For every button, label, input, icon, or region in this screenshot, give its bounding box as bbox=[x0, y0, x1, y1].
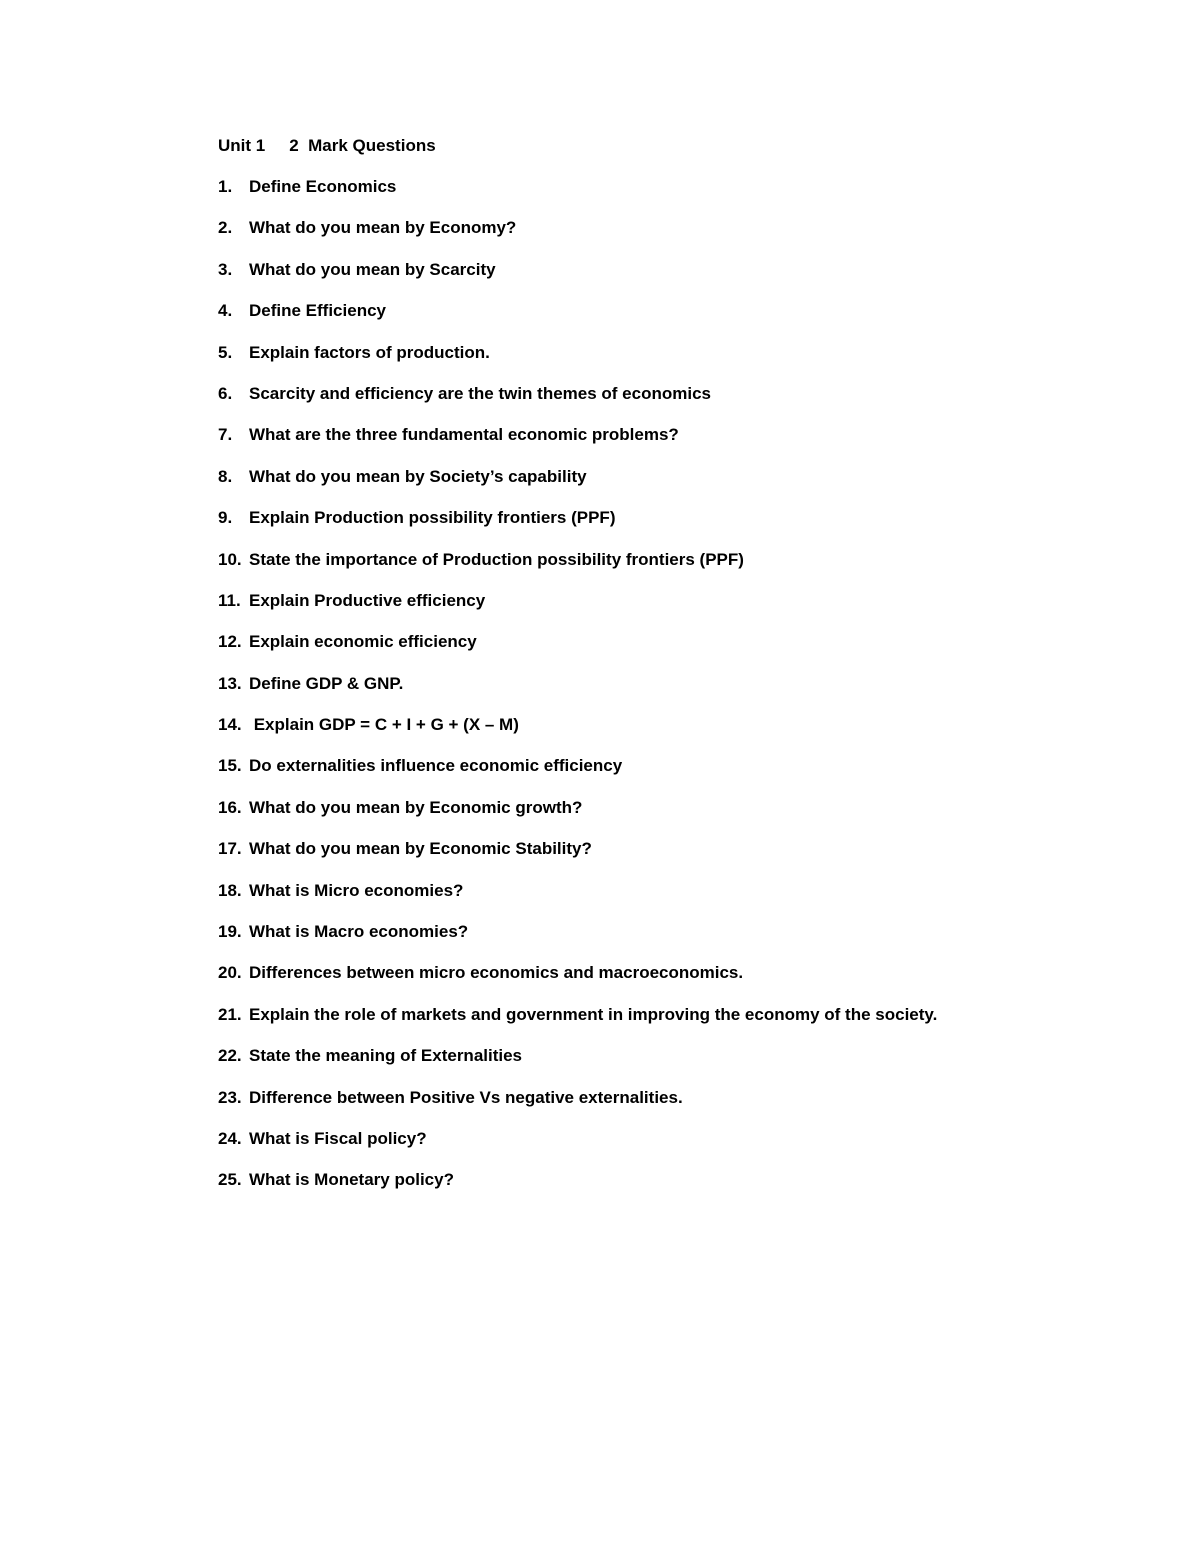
question-number: 17. bbox=[218, 839, 242, 859]
question-text: Define GDP & GNP. bbox=[249, 673, 404, 693]
question-item bbox=[218, 1127, 1118, 1168]
question-number: 2. bbox=[218, 218, 233, 238]
question-text: What do you mean by Economic growth? bbox=[249, 797, 583, 817]
question-text: Define Economics bbox=[249, 177, 397, 196]
question-text: What is Fiscal policy? bbox=[249, 1128, 427, 1148]
question-text: Scarcity and efficiency are the twin themes of economics bbox=[249, 383, 711, 403]
question-item bbox=[218, 837, 1118, 878]
question-number: 23. bbox=[218, 1087, 242, 1107]
question-item bbox=[218, 713, 1118, 754]
question-item bbox=[218, 341, 1118, 382]
question-item bbox=[218, 1044, 1118, 1085]
question-item bbox=[218, 961, 1118, 1002]
question-number: 7. bbox=[218, 425, 233, 445]
question-item bbox=[218, 382, 1118, 423]
question-number: 21. bbox=[218, 1004, 242, 1024]
question-text: Difference between Positive Vs negative externalities. bbox=[249, 1087, 683, 1107]
question-text: Explain Productive efficiency bbox=[249, 590, 486, 610]
question-item bbox=[218, 672, 1118, 713]
heading-title: 2 Mark Questions bbox=[289, 136, 436, 155]
question-number: 25. bbox=[218, 1170, 242, 1190]
question-text: What do you mean by Economy? bbox=[249, 218, 517, 238]
question-text: What are the three fundamental economic problems? bbox=[249, 425, 679, 445]
question-item bbox=[218, 1168, 1118, 1209]
question-list bbox=[218, 175, 1118, 1210]
question-text: Do externalities influence economic efficiency bbox=[249, 756, 623, 776]
question-item bbox=[218, 299, 1118, 340]
question-number: 5. bbox=[218, 342, 233, 362]
question-text: Explain factors of production. bbox=[249, 342, 490, 362]
question-number: 22. bbox=[218, 1046, 242, 1066]
heading-unit: Unit 1 bbox=[218, 136, 266, 155]
question-text: Explain Production possibility frontiers (PPF) bbox=[249, 508, 616, 528]
question-item bbox=[218, 258, 1118, 299]
question-text: What do you mean by Economic Stability? bbox=[249, 839, 592, 859]
question-text: What is Monetary policy? bbox=[249, 1170, 454, 1190]
question-item bbox=[218, 175, 1118, 216]
question-item bbox=[218, 465, 1118, 506]
question-number: 1. bbox=[218, 177, 233, 196]
question-text: What do you mean by Society’s capability bbox=[249, 466, 587, 486]
question-number: 4. bbox=[218, 301, 233, 321]
question-number: 24. bbox=[218, 1128, 242, 1148]
question-number: 15. bbox=[218, 756, 242, 776]
question-item bbox=[218, 216, 1118, 257]
question-text: State the meaning of Externalities bbox=[249, 1046, 523, 1066]
question-number: 19. bbox=[218, 922, 242, 942]
question-text: Explain GDP = C + I + G + (X – M) bbox=[249, 715, 519, 735]
question-text: What is Micro economies? bbox=[249, 880, 464, 900]
question-item bbox=[218, 548, 1118, 589]
question-item bbox=[218, 879, 1118, 920]
page-heading bbox=[218, 134, 436, 158]
question-number: 13. bbox=[218, 673, 242, 693]
question-number: 14. bbox=[218, 715, 242, 735]
question-number: 20. bbox=[218, 963, 242, 983]
question-number: 16. bbox=[218, 797, 242, 817]
question-number: 10. bbox=[218, 549, 242, 569]
question-item bbox=[218, 589, 1118, 630]
question-item bbox=[218, 754, 1118, 795]
question-number: 6. bbox=[218, 383, 233, 403]
question-number: 8. bbox=[218, 466, 233, 486]
question-item bbox=[218, 920, 1118, 961]
question-number: 18. bbox=[218, 880, 242, 900]
question-item bbox=[218, 1003, 1118, 1044]
question-text: Define Efficiency bbox=[249, 301, 386, 321]
question-item bbox=[218, 506, 1118, 547]
question-item bbox=[218, 796, 1118, 837]
question-text: What do you mean by Scarcity bbox=[249, 259, 496, 279]
question-item bbox=[218, 423, 1118, 464]
question-text: Differences between micro economics and macroeconomics. bbox=[249, 963, 744, 983]
question-item bbox=[218, 630, 1118, 671]
question-text: Explain the role of markets and government in improving the economy of the society. bbox=[249, 1004, 938, 1024]
question-number: 9. bbox=[218, 508, 233, 528]
question-text: Explain economic efficiency bbox=[249, 632, 477, 652]
question-text: What is Macro economies? bbox=[249, 922, 469, 942]
question-text: State the importance of Production possibility frontiers (PPF) bbox=[249, 549, 744, 569]
question-item bbox=[218, 1086, 1118, 1127]
question-number: 11. bbox=[218, 590, 241, 610]
question-number: 12. bbox=[218, 632, 242, 652]
question-number: 3. bbox=[218, 259, 233, 279]
